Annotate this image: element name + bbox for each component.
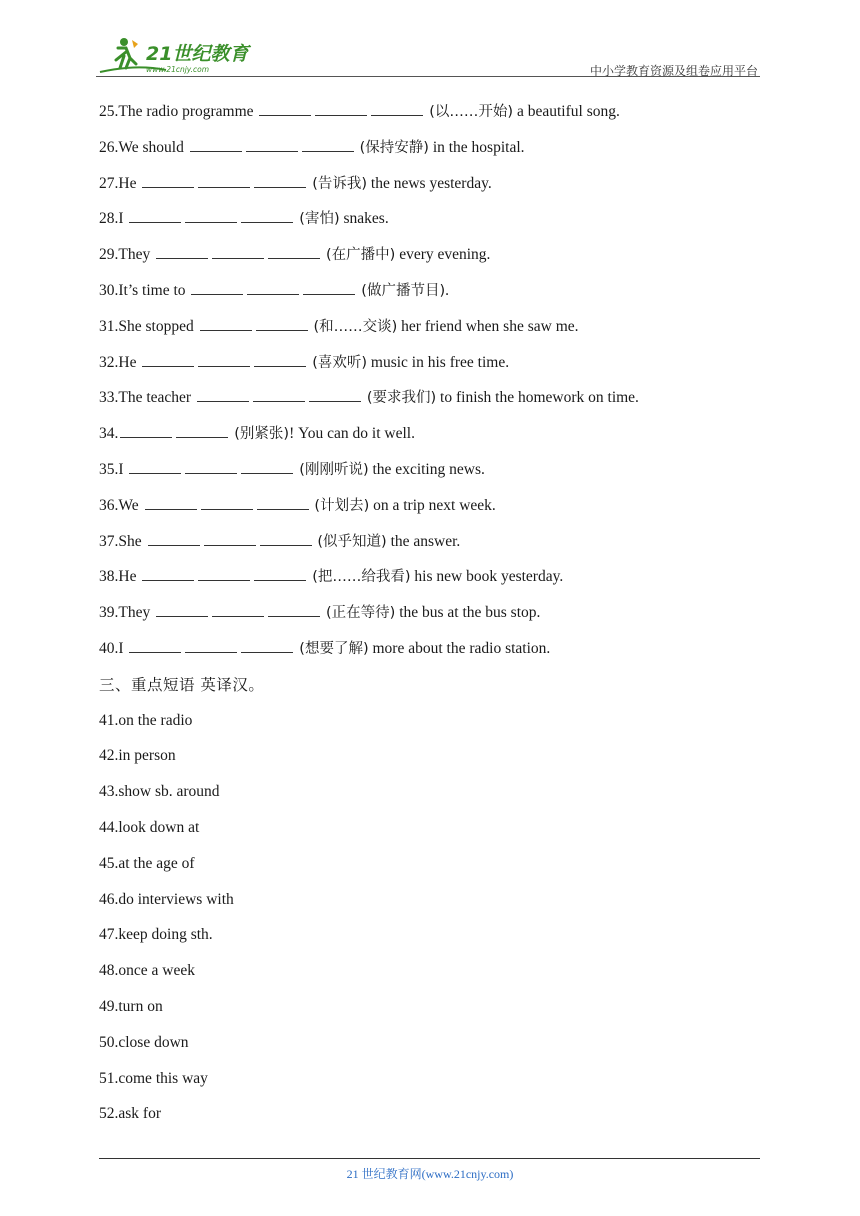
exercise-number: 29. [99,246,119,264]
exercise-text-before: They [118,246,151,264]
exercise-text-after: in the hospital. [428,138,525,156]
site-logo [96,34,266,78]
exercise-item [99,243,779,279]
section-3-heading: 三、重点短语 英译汉。 [99,675,265,694]
exercise-text-after: every evening. [395,246,491,264]
answer-blank[interactable] [260,531,312,546]
chinese-hint: (喜欢听) [312,354,368,371]
phrase-item: 45.at the age of [99,854,195,872]
exercise-text-after: the news yesterday. [367,174,492,192]
exercise-text-before: She stopped [118,317,194,335]
chinese-hint: (做广播节目) [361,282,446,299]
phrase-item: 47.keep doing sth. [99,926,213,944]
exercise-item [99,422,779,458]
answer-blank[interactable] [185,459,237,474]
exercise-number: 31. [99,317,119,335]
answer-blank[interactable] [247,280,299,295]
answer-blank[interactable] [302,137,354,152]
header-platform-text: 中小学教育资源及组卷应用平台 [589,64,758,78]
answer-blank[interactable] [142,352,194,367]
answer-blank[interactable] [142,566,194,581]
header-divider [96,76,760,77]
chinese-hint: (刚刚听说) [299,461,369,478]
answer-blank[interactable] [259,101,311,116]
chinese-hint: (正在等待) [325,605,396,622]
exercise-text-before: It’s time to [118,281,186,299]
chinese-hint: (似乎知道) [317,533,387,550]
exercise-number: 34. [99,425,119,443]
exercise-text-after: her friend when she saw me. [397,317,579,335]
footer-divider [99,1158,760,1159]
exercise-text-before: They [118,604,151,622]
exercise-text-after: . [445,281,449,299]
answer-blank[interactable] [156,602,208,617]
exercise-text-before: He [118,568,137,586]
answer-blank[interactable] [315,101,367,116]
exercise-text-after: ! You can do it well. [289,425,415,443]
answer-blank[interactable] [129,459,181,474]
chinese-hint: (计划去) [314,497,370,514]
answer-blank[interactable] [145,495,197,510]
chinese-hint: (告诉我) [312,175,368,192]
answer-blank[interactable] [129,638,181,653]
answer-blank[interactable] [200,316,252,331]
worksheet-content [99,100,779,1138]
chinese-hint: (保持安静) [359,139,429,156]
page-header [96,30,760,76]
phrase-item: 42.in person [99,747,176,765]
logo-text: 21世纪教育 [146,43,249,65]
answer-blank[interactable] [241,459,293,474]
exercise-text-after: more about the radio station. [368,639,551,657]
answer-blank[interactable] [254,173,306,188]
exercise-text-before: I [118,639,124,657]
exercise-text-before: I [118,460,124,478]
answer-blank[interactable] [198,566,250,581]
chinese-hint: (在广播中) [325,247,396,264]
exercise-number: 40. [99,639,119,657]
answer-blank[interactable] [309,387,361,402]
logo-url-text: www.21cnjy.com [146,65,210,74]
exercise-item [99,279,779,315]
exercise-item [99,458,779,494]
exercise-number: 38. [99,568,119,586]
answer-blank[interactable] [191,280,243,295]
exercise-number: 33. [99,389,119,407]
chinese-hint: (害怕) [299,211,340,228]
exercise-text-after: the answer. [386,532,461,550]
phrase-item: 49.turn on [99,997,163,1015]
chinese-hint: (想要了解) [299,640,369,657]
answer-blank[interactable] [198,173,250,188]
exercise-item [99,207,779,243]
exercise-item [99,172,779,208]
answer-blank[interactable] [198,352,250,367]
answer-blank[interactable] [246,137,298,152]
exercise-text-before: The radio programme [118,103,254,120]
exercise-number: 39. [99,604,119,622]
phrase-list [99,709,779,1139]
exercise-item [99,601,779,637]
exercise-item [99,494,779,530]
phrase-item: 43.show sb. around [99,783,220,801]
phrase-item: 50.close down [99,1033,189,1051]
phrase-item: 44.look down at [99,818,200,836]
exercise-item [99,530,779,566]
exercise-number: 26. [99,138,119,156]
answer-blank[interactable] [303,280,355,295]
answer-blank[interactable] [204,531,256,546]
answer-blank[interactable] [176,423,228,438]
exercise-text-after: music in his free time. [367,353,510,371]
exercise-item [99,351,779,387]
answer-blank[interactable] [268,602,320,617]
exercise-item [99,637,779,673]
answer-blank[interactable] [254,352,306,367]
chinese-hint: (以……开始) [429,104,514,120]
exercise-number: 32. [99,353,119,371]
answer-blank[interactable] [148,531,200,546]
footer-text: 21 世纪教育网(www.21cnjy.com) [346,1167,514,1181]
chinese-hint: (和……交谈) [313,318,398,335]
exercise-text-after: the bus at the bus stop. [395,604,541,622]
exercise-text-before: We should [118,138,184,156]
phrase-item: 48.once a week [99,962,195,980]
answer-blank[interactable] [241,638,293,653]
exercise-text-before: The teacher [118,389,192,407]
exercise-item [99,386,779,422]
answer-blank[interactable] [241,208,293,223]
phrase-item: 41.on the radio [99,711,193,729]
phrase-item: 46.do interviews with [99,890,234,908]
answer-blank[interactable] [268,244,320,259]
chinese-hint: (要求我们) [366,390,437,407]
exercise-text-after: his new book yesterday. [410,568,564,586]
answer-blank[interactable] [256,316,308,331]
exercise-text-before: She [118,532,142,550]
answer-blank[interactable] [197,387,249,402]
answer-blank[interactable] [212,244,264,259]
exercise-text-before: He [118,353,137,371]
answer-blank[interactable] [371,101,423,116]
exercise-text-after: the exciting news. [368,460,485,478]
answer-blank[interactable] [254,566,306,581]
answer-blank[interactable] [142,173,194,188]
chinese-hint: (别紧张) [234,426,290,443]
exercise-number: 28. [99,210,119,228]
exercise-number: 35. [99,460,119,478]
exercise-item [99,100,779,136]
phrase-item: 52.ask for [99,1105,161,1123]
chinese-hint: (把……给我看) [312,569,411,586]
exercise-text-after: a beautiful song. [513,103,620,120]
exercise-number: 30. [99,281,119,299]
exercise-number: 37. [99,532,119,550]
exercise-item [99,565,779,601]
exercise-text-after: on a trip next week. [369,496,496,514]
exercise-number: 25. [99,103,119,120]
phrase-item: 51.come this way [99,1069,208,1087]
answer-blank[interactable] [253,387,305,402]
answer-blank[interactable] [185,638,237,653]
fill-in-exercise-list [99,100,779,673]
exercise-number: 36. [99,496,119,514]
answer-blank[interactable] [129,208,181,223]
exercise-text-before: We [118,496,139,514]
exercise-item [99,136,779,172]
answer-blank[interactable] [120,423,172,438]
exercise-number: 27. [99,174,119,192]
answer-blank[interactable] [190,137,242,152]
exercise-text-after: snakes. [339,210,389,228]
exercise-item [99,315,779,351]
exercise-text-before: He [118,174,137,192]
answer-blank[interactable] [185,208,237,223]
answer-blank[interactable] [257,495,309,510]
answer-blank[interactable] [212,602,264,617]
answer-blank[interactable] [201,495,253,510]
answer-blank[interactable] [156,244,208,259]
exercise-text-before: I [118,210,124,228]
exercise-text-after: to finish the homework on time. [436,389,639,407]
